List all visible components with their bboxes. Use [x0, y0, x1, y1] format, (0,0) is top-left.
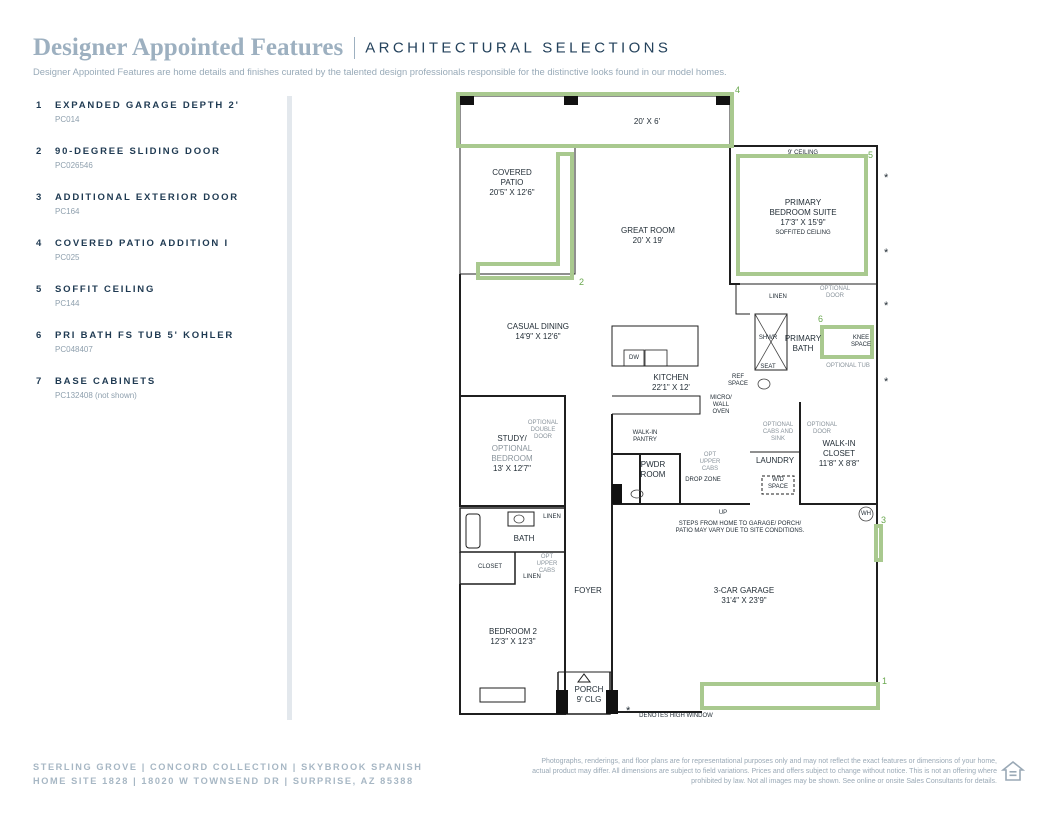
kitchen-label: KITCHEN 22'1" X 12': [652, 373, 690, 392]
water-heater-label: WH: [861, 511, 871, 517]
optional-cabs-sink-label: OPTIONAL CABS AND SINK: [762, 422, 794, 442]
feature-item: [36, 238, 276, 284]
feature-number: 6: [36, 330, 42, 341]
feature-item: [36, 376, 276, 422]
opt-upper-cabs-label: OPT UPPER CABS: [699, 452, 721, 472]
steps-note: STEPS FROM HOME TO GARAGE/ PORCH/ PATIO MAY VARY DUE TO SITE CONDITIONS.: [675, 521, 805, 534]
dw-label: DW: [629, 355, 639, 361]
title-separator: [354, 37, 355, 59]
bedroom2-label: BEDROOM 2 12'3" X 12'3": [488, 627, 538, 646]
linen-label: LINEN: [769, 294, 787, 300]
bath-label: BATH: [513, 534, 535, 543]
ceiling-note: 9' CEILING: [787, 150, 819, 156]
optional-double-door-label: OPTIONAL DOUBLE DOOR: [527, 420, 559, 440]
foyer-label: FOYER: [574, 586, 602, 595]
page-title: Designer Appointed Features: [33, 34, 344, 61]
laundry-label: LAUNDRY: [755, 456, 795, 465]
callout-2: 2: [579, 277, 585, 287]
feature-item: [36, 284, 276, 330]
micro-oven-label: MICRO/ WALL OVEN: [710, 395, 732, 415]
page-subtitle: ARCHITECTURAL SELECTIONS: [365, 39, 672, 57]
optional-door-label: OPTIONAL DOOR: [819, 286, 851, 299]
patio-addition-label: 20' X 6': [633, 117, 661, 126]
feature-number: 7: [36, 376, 42, 387]
wd-space-label: W/D SPACE: [768, 477, 788, 490]
feature-title: BASE CABINETS: [55, 376, 156, 387]
porch-label: PORCH 9' CLG: [574, 685, 604, 704]
feature-code: PC014: [55, 115, 80, 124]
disclaimer: Photographs, renderings, and floor plans are for representational purposes only and may not reflect the exact features or dimensions of your home, actual product may differ. All dimensions are subject to field variations. Prices and offers subject to change without notice. This is not an offering where prohibited by law. Not all images may be shown. See online or onsite Sales Consultants for details.: [532, 758, 997, 785]
optional-door-closet-label: OPTIONAL DOOR: [806, 422, 838, 435]
page-header: [33, 34, 671, 62]
feature-item: [36, 330, 276, 376]
feature-code: PC048407: [55, 345, 93, 354]
high-window-star: *: [884, 172, 889, 184]
high-window-star: *: [884, 300, 889, 312]
community-line: STERLING GROVE | CONCORD COLLECTION | SKYBROOK SPANISH: [33, 762, 423, 772]
shower-label: SHWR: [758, 335, 778, 341]
high-window-star: *: [626, 705, 631, 717]
address-line: HOME SITE 1828 | 18020 W TOWNSEND DR | SURPRISE, AZ 85388: [33, 776, 414, 786]
feature-code: PC026546: [55, 161, 93, 170]
highlight-garage-depth: [702, 684, 878, 708]
callout-5: 5: [868, 150, 874, 160]
vertical-divider: [287, 96, 292, 720]
feature-list: [36, 100, 276, 422]
optional-tub-label: OPTIONAL TUB: [826, 363, 870, 369]
high-window-note: DENOTES HIGH WINDOW: [639, 713, 713, 719]
linen-label-bath: LINEN: [543, 514, 561, 520]
feature-title: COVERED PATIO ADDITION I: [55, 238, 229, 249]
feature-item: [36, 146, 276, 192]
highlight-exterior-door: [876, 526, 881, 560]
powder-room-label: PWDR ROOM: [640, 460, 666, 479]
primary-bath-label: PRIMARY BATH: [784, 334, 822, 353]
ref-space-label: REF SPACE: [728, 374, 748, 387]
feature-title: 90-DEGREE SLIDING DOOR: [55, 146, 221, 157]
feature-number: 5: [36, 284, 42, 295]
seat-label: SEAT: [760, 364, 776, 370]
feature-number: 3: [36, 192, 42, 203]
callout-1: 1: [882, 676, 888, 686]
feature-number: 4: [36, 238, 42, 249]
header-description: Designer Appointed Features are home details and finishes curated by the talented design professionals responsible for the distinctive looks found in our model homes.: [33, 66, 727, 77]
closet-label: CLOSET: [477, 564, 503, 570]
feature-number: 2: [36, 146, 42, 157]
feature-title: ADDITIONAL EXTERIOR DOOR: [55, 192, 239, 203]
great-room-label: GREAT ROOM 20' X 19': [621, 226, 675, 245]
casual-dining-label: CASUAL DINING 14'9" X 12'6": [507, 322, 569, 341]
floor-plan: [440, 84, 920, 724]
linen-label-hall: LINEN: [523, 574, 541, 580]
feature-code: PC144: [55, 299, 80, 308]
highlight-patio-addition: [458, 94, 732, 146]
feature-code: PC164: [55, 207, 80, 216]
garage-label: 3-CAR GARAGE 31'4" X 23'9": [713, 586, 775, 605]
walk-in-closet-label: WALK-IN CLOSET 11'8" X 8'8": [818, 439, 860, 468]
feature-code: PC025: [55, 253, 80, 262]
feature-title: PRI BATH FS TUB 5' KOHLER: [55, 330, 235, 341]
feature-number: 1: [36, 100, 42, 111]
callout-6: 6: [818, 314, 824, 324]
feature-title: EXPANDED GARAGE DEPTH 2': [55, 100, 240, 111]
high-window-star: *: [884, 376, 889, 388]
covered-patio-label: COVERED PATIO 20'5" X 12'6": [489, 168, 535, 197]
primary-suite-label: PRIMARY BEDROOM SUITE 17'3" X 15'9" SOFFITED CEILING: [769, 198, 837, 236]
equal-housing-icon: [1001, 759, 1025, 783]
callout-4: 4: [735, 85, 741, 95]
knee-space-label: KNEE SPACE: [851, 335, 871, 348]
community-info: [33, 760, 422, 788]
callout-3: 3: [881, 515, 887, 525]
feature-item: [36, 100, 276, 146]
feature-title: SOFFIT CEILING: [55, 284, 156, 295]
drop-zone-label: DROP ZONE: [685, 477, 721, 483]
study-label: STUDY/ OPTIONAL BEDROOM 13' X 12'7": [491, 434, 533, 473]
opt-upper-cabs-label-2: OPT UPPER CABS: [536, 554, 558, 574]
feature-item: [36, 192, 276, 238]
up-label: UP: [718, 510, 728, 516]
high-window-star: *: [884, 247, 889, 259]
walk-in-pantry-label: WALK-IN PANTRY: [632, 430, 658, 443]
feature-code: PC132408 (not shown): [55, 391, 137, 400]
